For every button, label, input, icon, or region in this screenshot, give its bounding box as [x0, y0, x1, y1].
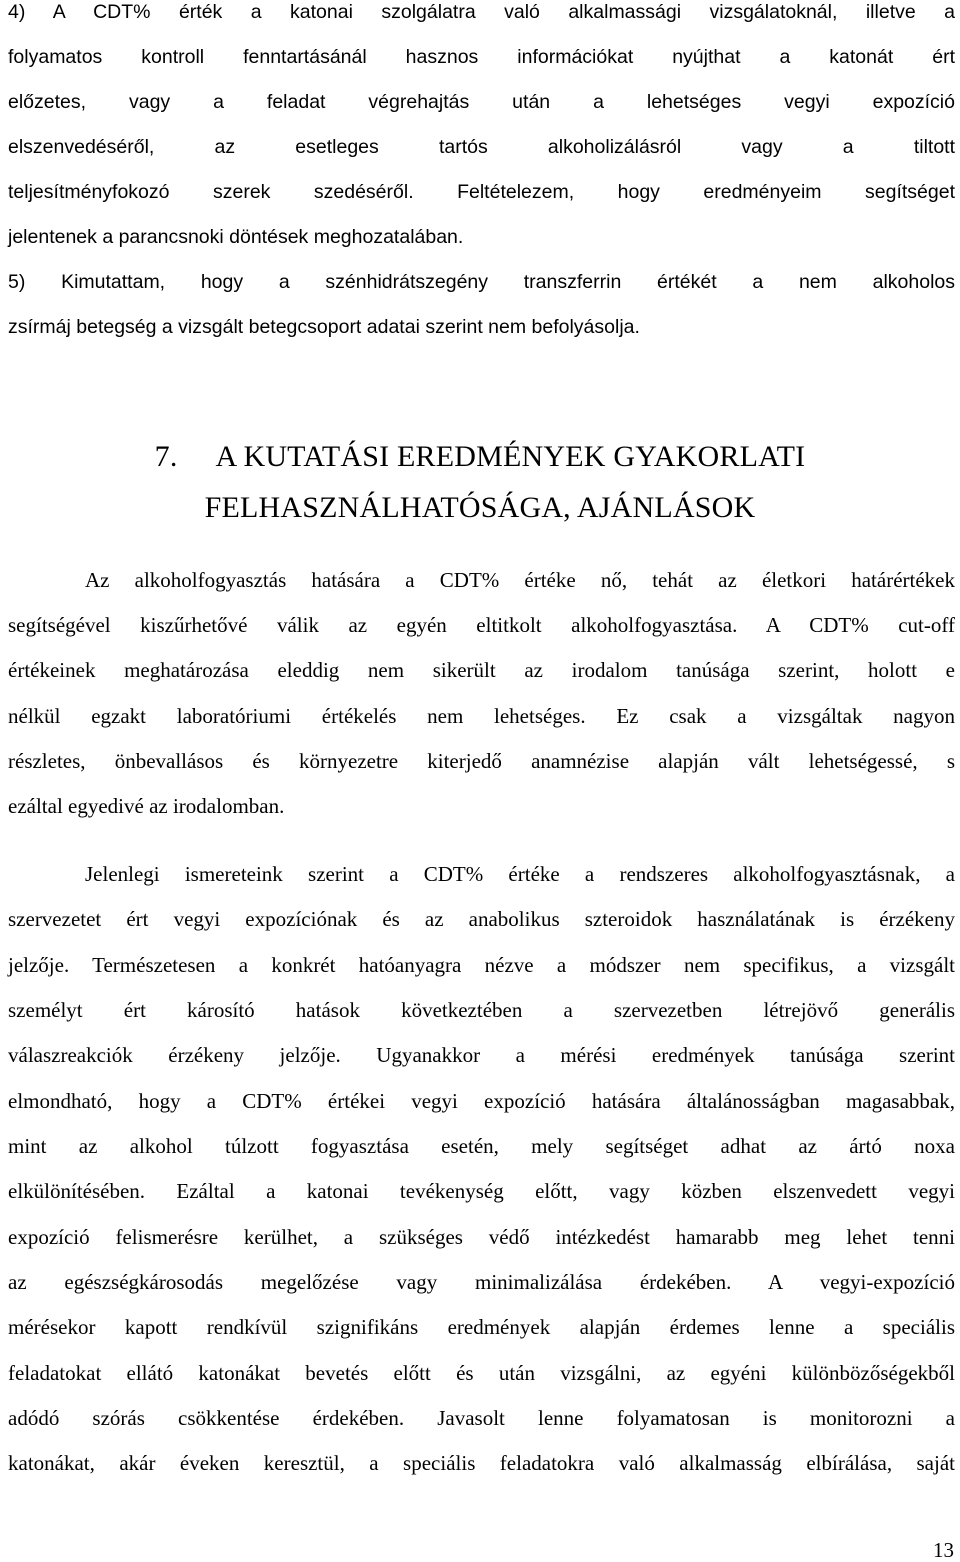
- text-line: jelentenek a parancsnoki döntések meghozatalában.: [8, 226, 464, 248]
- text-line: ezáltal egyedivé az irodalomban.: [8, 794, 285, 818]
- text-line: zsírmáj betegség a vizsgált betegcsoport adatai szerint nem befolyásolja.: [8, 316, 640, 338]
- heading-text-1: A KUTATÁSI EREDMÉNYEK GYAKORLATI: [215, 440, 806, 473]
- text-line: elszenvedéséről, az esetleges tartós alkoholizálásról vagy a tiltott: [8, 136, 955, 158]
- text-line: segítségével kiszűrhetővé válik az egyén eltitkolt alkoholfogyasztása. A CDT% cut-off: [8, 613, 955, 637]
- text-line: Jelenlegi ismereteink szerint a CDT% értéke a rendszeres alkoholfogyasztásnak, a: [85, 862, 955, 886]
- text-line: az egészségkárosodás megelőzése vagy minimalizálása érdekében. A vegyi-expozíció: [8, 1270, 955, 1294]
- text-line: mérésekor kapott rendkívül szignifikáns eredmények alapján érdemes lenne a speciális: [8, 1315, 955, 1339]
- text-line: folyamatos kontroll fenntartásánál hasznos információkat nyújthat a katonát ért: [8, 46, 955, 68]
- text-line: teljesítményfokozó szerek szedéséről. Feltételezem, hogy eredményeim segítséget: [8, 181, 955, 203]
- text-line: Az alkoholfogyasztás hatására a CDT% értéke nő, tehát az életkori határértékek: [85, 568, 955, 592]
- page-number: 13: [933, 1538, 954, 1562]
- text-line: elmondható, hogy a CDT% értékei vegyi expozíció hatására általánosságban magasabbak,: [8, 1089, 955, 1113]
- text-line: személyt ért károsító hatások következtében a szervezetben létrejövő generális: [8, 998, 955, 1022]
- text-line: értékeinek meghatározása eleddig nem sikerült az irodalom tanúsága szerint, holott e: [8, 658, 955, 682]
- text-line: katonákat, akár éveken keresztül, a speciális feladatokra való alkalmasság elbírálása, saját: [8, 1451, 955, 1475]
- text-line: feladatokat ellátó katonákat bevetés előtt és után vizsgálni, az egyéni különbözőségekből: [8, 1361, 955, 1385]
- text-line: mint az alkohol túlzott fogyasztása esetén, mely segítséget adhat az ártó noxa: [8, 1134, 955, 1158]
- text-line: elkülönítésében. Ezáltal a katonai tevékenység előtt, vagy közben elszenvedett vegyi: [8, 1179, 955, 1203]
- text-line: válaszreakciók érzékeny jelzője. Ugyanakkor a mérési eredmények tanúsága szerint: [8, 1043, 955, 1067]
- text-line: nélkül egzakt laboratóriumi értékelés nem lehetséges. Ez csak a vizsgáltak nagyon: [8, 704, 955, 728]
- text-line: jelzője. Természetesen a konkrét hatóanyagra nézve a módszer nem specifikus, a vizsgált: [8, 953, 955, 977]
- heading-line-1: [0, 442, 960, 472]
- text-line: részletes, önbevallásos és környezetre kiterjedő anamnézise alapján vált lehetségessé, s: [8, 749, 955, 773]
- heading-line-2: FELHASZNÁLHATÓSÁGA, AJÁNLÁSOK: [204, 491, 756, 524]
- section-number: 7.: [154, 440, 178, 473]
- text-line: előzetes, vagy a feladat végrehajtás után a lehetséges vegyi expozíció: [8, 91, 955, 113]
- text-line: expozíció felismerésre kerülhet, a szükséges védő intézkedést hamarabb meg lehet tenni: [8, 1225, 955, 1249]
- text-line: adódó szórás csökkentése érdekében. Javasolt lenne folyamatosan is monitorozni a: [8, 1406, 955, 1430]
- text-line: 5) Kimutattam, hogy a szénhidrátszegény transzferrin értékét a nem alkoholos: [8, 271, 955, 293]
- text-line: 4) A CDT% érték a katonai szolgálatra való alkalmassági vizsgálatoknál, illetve a: [8, 1, 955, 23]
- text-line: szervezetet ért vegyi expozíciónak és az anabolikus szteroidok használatának is érzékeny: [8, 907, 955, 931]
